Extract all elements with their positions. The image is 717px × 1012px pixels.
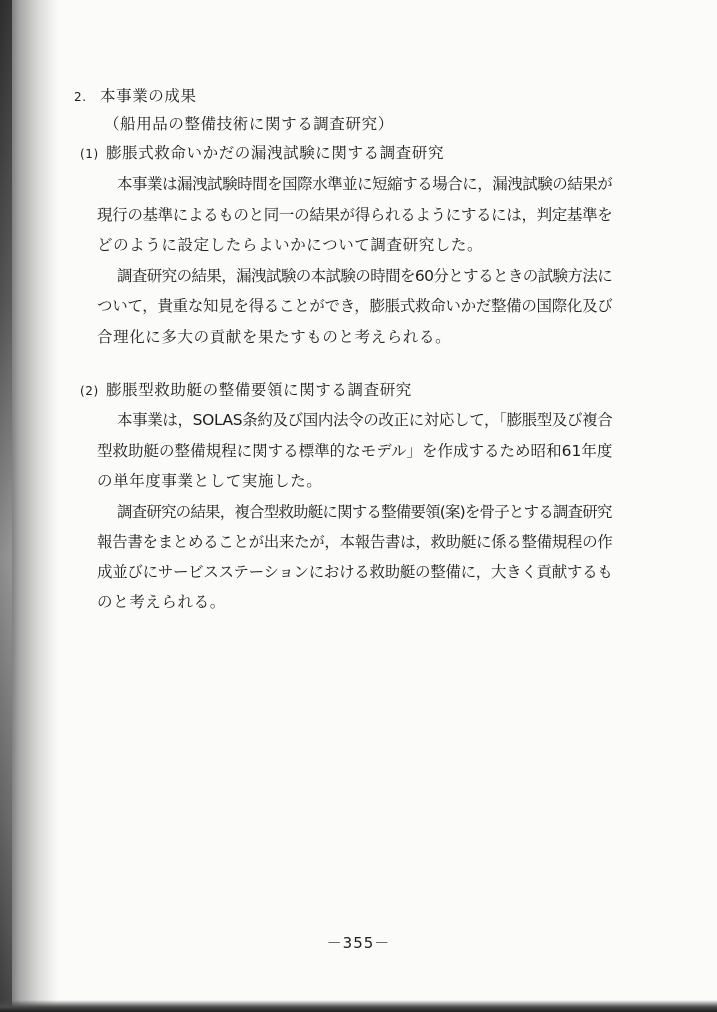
item-1-line: どのように設定したらよいかについて調査研究した。 — [97, 236, 484, 254]
item-1-line: 合理化に多大の貢献を果たすものと考えられる。 — [97, 328, 452, 346]
section-title: 本事業の成果 — [100, 87, 197, 105]
item-2-number: (2) — [80, 384, 99, 398]
section-number: 2. — [74, 90, 87, 104]
item-2-line: 本事業は，SOLAS条約及び国内法令の改正に対応して，「膨脹型及び複合 — [117, 411, 613, 429]
item-1-title: 膨脹式救命いかだの漏洩試験に関する調査研究 — [106, 144, 445, 162]
item-1-number: (1) — [80, 147, 99, 161]
page-number: －355－ — [326, 934, 391, 952]
item-2-line: 成並びにサービスステーションにおける救助艇の整備に，大きく貢献するも — [97, 563, 613, 581]
section-subtitle: （船用品の整備技術に関する調査研究） — [104, 115, 394, 133]
item-1-line: 調査研究の結果，漏洩試験の本試験の時間を60分とするときの試験方法に — [117, 267, 613, 285]
item-1-line: 本事業は漏洩試験時間を国際水準並に短縮する場合に，漏洩試験の結果が — [117, 175, 613, 193]
section-heading — [74, 86, 197, 107]
item-2-line: 調査研究の結果，複合型救助艇に関する整備要領(案)を骨子とする調査研究 — [117, 503, 612, 521]
item-2-title: 膨脹型救助艇の整備要領に関する調査研究 — [106, 381, 412, 399]
item-2-line: 型救助艇の整備規程に関する標準的なモデル」を作成するため昭和61年度 — [97, 442, 613, 460]
item-2-heading — [80, 380, 412, 401]
item-1-line: 現行の基準によるものと同一の結果が得られるようにするには，判定基準を — [97, 206, 613, 224]
item-2-line: 報告書をまとめることが出来たが，本報告書は，救助艇に係る整備規程の作 — [97, 533, 613, 551]
item-1-heading — [80, 143, 444, 164]
item-2-line: のと考えられる。 — [97, 593, 226, 611]
item-2-line: の単年度事業として実施した。 — [97, 472, 323, 490]
item-1-line: ついて，貴重な知見を得ることができ，膨脹式救命いかだ整備の国際化及び — [97, 297, 613, 315]
